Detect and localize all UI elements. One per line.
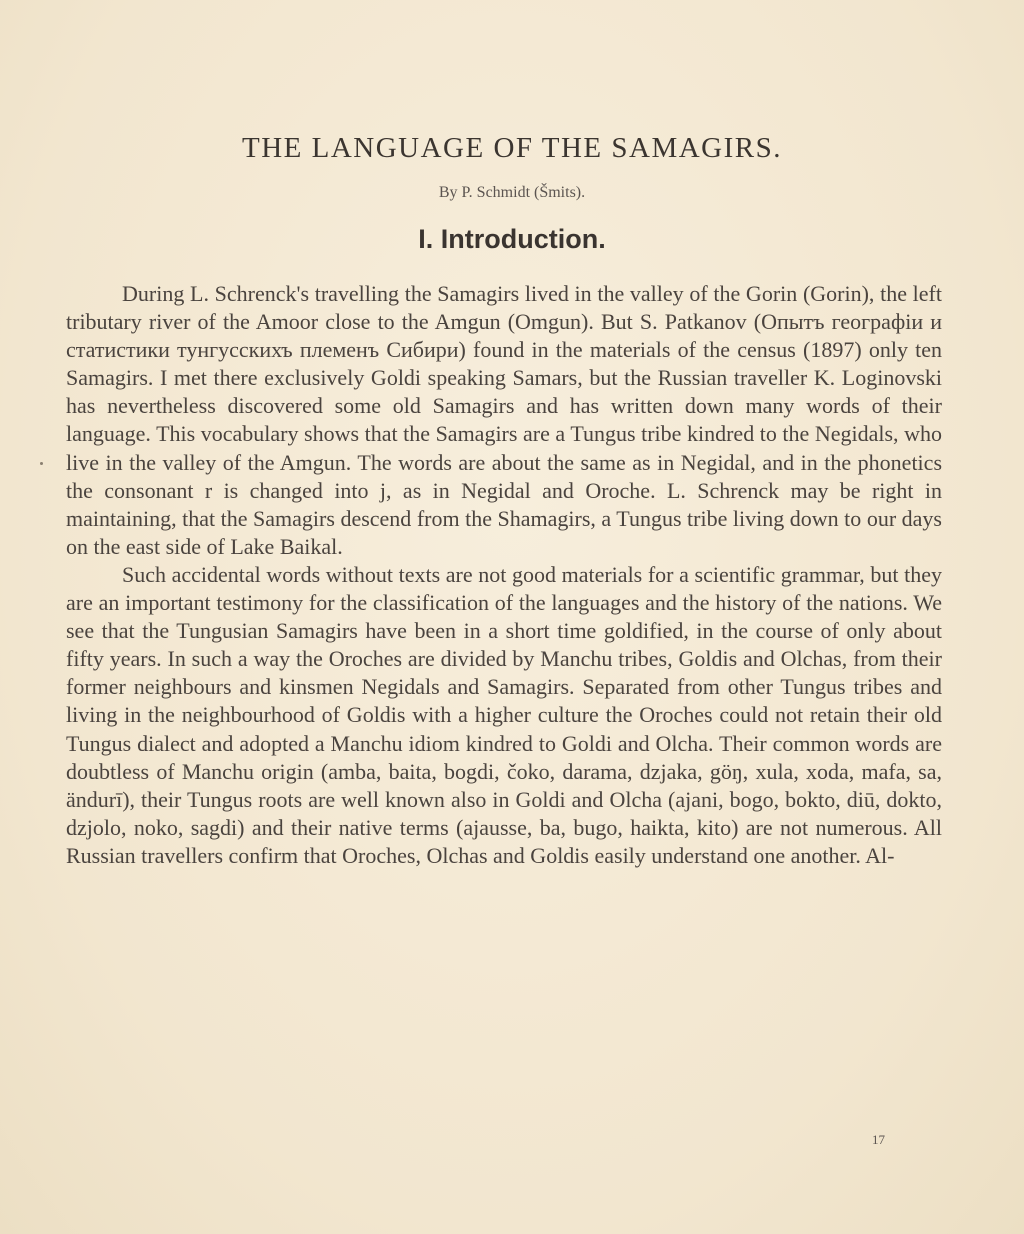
author-byline: By P. Schmidt (Šmits). (438, 184, 586, 201)
page-title: THE LANGUAGE OF THE SAMAGIRS. (242, 132, 782, 164)
paragraph-2: Such accidental words without texts are not good materials for a scientific grammar, but they are an important testimony for the classification of the languages and the history of the nations. We see that the Tungusian Samagirs have been in a short time goldified, in the course of only about fifty years. In such a way the Oroches are divided by Manchu tribes, Goldis and Olchas, from their former neighbours and kinsmen Negidals and Samagirs. Separated from other Tungus tribes and living in the neighbourhood of Goldis with a higher culture the Oroches could not retain their old Tungus dialect and adopted a Manchu idiom kindred to Goldi and Olcha. Their common words are doubtless of Manchu origin (amba, baita, bogdi, čoko, darama, dzjaka, göŋ, xula, xoda, mafa, sa, ändurī), their Tungus roots are well known also in Goldi and Olcha (ajani, bogo, bokto, diū, dokto, dzjolo, noko, sagdi) and their native terms (ajausse, ba, bugo, haikta, kito) are not numerous. All Russian travellers confirm that Oroches, Olchas and Goldis easily understand one another. Al- (66, 561, 942, 868)
page-number: 17 (872, 1132, 885, 1147)
article-body (66, 280, 942, 870)
paragraph-1: During L. Schrenck's travelling the Samagirs lived in the valley of the Gorin (Gorin), the left tributary river of the Amoor close to the Amgun (Omgun). But S. Patkanov (Опытъ географіи и статистики тунгусскихъ племенъ Сибири) found in the materials of the census (1897) only ten Samagirs. I met there exclusively Goldi speaking Samars, but the Russian traveller K. Loginovski has nevertheless discovered some old Samagirs and has written down many words of their language. This vocabulary shows that the Samagirs are a Tungus tribe kindred to the Negidals, who live in the valley of the Amgun. The words are about the same as in Negidal, and in the phonetics the consonant r is changed into j, as in Negidal and Oroche. L. Schrenck may be right in maintaining, that the Samagirs descend from the Shamagirs, a Tungus tribe living down to our days on the east side of Lake Baikal. (66, 281, 942, 559)
section-heading: I. Introduction. (418, 224, 606, 254)
paper-speck (40, 462, 43, 465)
